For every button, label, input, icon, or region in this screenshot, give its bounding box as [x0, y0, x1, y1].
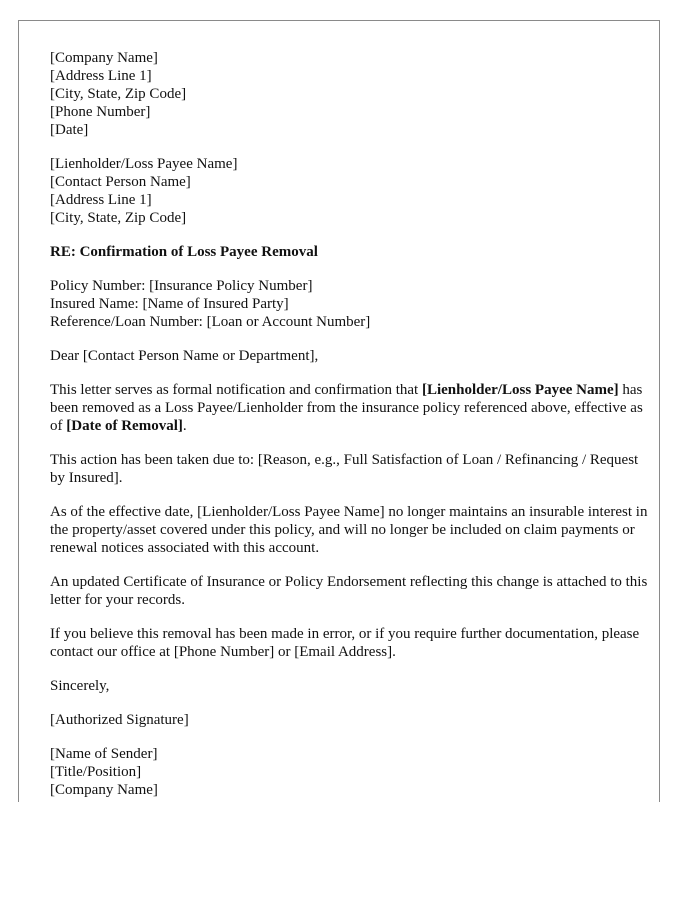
letter-date: [Date]: [50, 122, 89, 138]
recipient-address-line-1: [Address Line 1]: [50, 192, 152, 208]
reference-block: [50, 277, 650, 331]
recipient-name: [Lienholder/Loss Payee Name]: [50, 156, 238, 172]
loan-number: Reference/Loan Number: [Loan or Account Number]: [50, 314, 371, 330]
sender-phone-number: [Phone Number]: [50, 104, 151, 120]
p1-end-text: .: [182, 418, 187, 434]
letter-content: [50, 49, 650, 815]
closing-sign-off: Sincerely,: [50, 678, 110, 694]
p1-start-text: This letter serves as formal notification and confirmation that: [50, 382, 422, 398]
sender-city-state-zip: [City, State, Zip Code]: [50, 86, 187, 102]
body-paragraph-5: If you believe this removal has been made in error, or if you require further documentation, please contact our office at [Phone Number] or [Email Address].: [50, 626, 640, 660]
letter-page: [18, 20, 660, 802]
sender-signature-block: [50, 745, 650, 799]
body-paragraph-4: An updated Certificate of Insurance or Policy Endorsement reflecting this change is attached to this letter for your records.: [50, 574, 648, 608]
p1-lienholder-name: [Lienholder/Loss Payee Name]: [421, 382, 619, 398]
insured-name: Insured Name: [Name of Insured Party]: [50, 296, 289, 312]
recipient-address-block: [50, 155, 650, 227]
body-paragraph-2: This action has been taken due to: [Reason, e.g., Full Satisfaction of Loan / Refinancing / Request by Insured].: [50, 452, 639, 486]
recipient-city-state-zip: [City, State, Zip Code]: [50, 210, 187, 226]
p1-middle-text: has been removed as a Loss Payee/Lienholder from the insurance policy referenced above, effective as of: [50, 382, 643, 434]
authorized-signature: [Authorized Signature]: [50, 712, 189, 728]
sender-company: [Company Name]: [50, 782, 158, 798]
sender-address-line-1: [Address Line 1]: [50, 68, 152, 84]
sender-address-block: [50, 49, 650, 139]
sender-title: [Title/Position]: [50, 764, 142, 780]
sender-company-name: [Company Name]: [50, 50, 158, 66]
body-paragraph-3: As of the effective date, [Lienholder/Loss Payee Name] no longer maintains an insurable interest in the property/asset covered under this policy, and will no longer be included on claim payments or renewal notices associated with this account.: [50, 504, 648, 556]
body-paragraph-1: [50, 381, 650, 435]
policy-number: Policy Number: [Insurance Policy Number]: [50, 278, 313, 294]
p1-removal-date: [Date of Removal]: [66, 418, 183, 434]
salutation: Dear [Contact Person Name or Department],: [50, 348, 319, 364]
sender-name: [Name of Sender]: [50, 746, 158, 762]
subject-line: RE: Confirmation of Loss Payee Removal: [50, 244, 318, 260]
recipient-contact-person: [Contact Person Name]: [50, 174, 191, 190]
